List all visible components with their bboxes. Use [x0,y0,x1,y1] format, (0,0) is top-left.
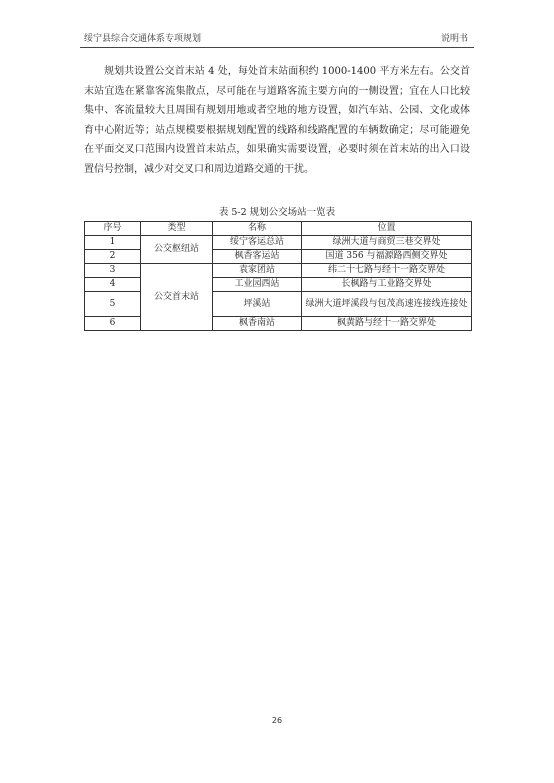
row-number: 1 [85,236,141,250]
header-cell-type: 类型 [141,222,213,236]
stations-table [84,221,472,331]
station-name: 枫香客运站 [213,250,302,264]
table-row [85,264,472,278]
station-name: 枫香南站 [213,317,302,331]
station-location: 纬二十七路与经十一路交界处 [302,264,472,278]
station-type: 公交首末站 [141,264,213,331]
row-number: 4 [85,278,141,292]
station-location: 国道 356 与福源路西侧交界处 [302,250,472,264]
station-location: 长枫路与工业路交界处 [302,278,472,292]
running-header [80,28,474,46]
body-text [84,62,470,180]
paragraph: 规划共设置公交首末站 4 处，每处首末站面积约 1000-1400 平方米左右。公交首末站宜选在紧靠客流集散点，尽可能在与道路客流主要方向的一侧设置；宜在人口比较集中、客流量较大且周围有规划用地或者空地的地方设置，如汽车站、公园、文化或体育中心附近等；站点规模要根据规划配置的线路和线路配置的车辆数确定；尽可能避免在平面交叉口范围内设置首末站点，如果确实需要设置，必要时须在首末站的出入口设置信号控制，减少对交叉口和周边道路交通的干扰。 [84,66,470,175]
station-name: 绥宁客运总站 [213,236,302,250]
row-number: 5 [85,292,141,317]
row-number: 3 [85,264,141,278]
header-cell-location: 位置 [302,222,472,236]
station-location: 绿洲大道坪溪段与包茂高速连接线连接处 [302,292,472,317]
station-name: 袁家团站 [213,264,302,278]
document-title: 绥宁县综合交通体系专项规划 [84,34,202,44]
document-type-label: 说明书 [440,34,468,44]
header-cell-name: 名称 [213,222,302,236]
header-rule [80,47,474,48]
station-location: 绿洲大道与商贸三巷交界处 [302,236,472,250]
row-number: 6 [85,317,141,331]
table-header-row [85,222,472,236]
table-caption: 表 5-2 规划公交场站一览表 [218,207,336,218]
table-row [85,236,472,250]
station-location: 枫黄路与经十一路交界处 [302,317,472,331]
row-number: 2 [85,250,141,264]
station-type: 公交枢纽站 [141,236,213,264]
page-number: 26 [271,716,283,725]
station-name: 坪溪站 [213,292,302,317]
station-name: 工业园西站 [213,278,302,292]
header-cell-no: 序号 [85,222,141,236]
